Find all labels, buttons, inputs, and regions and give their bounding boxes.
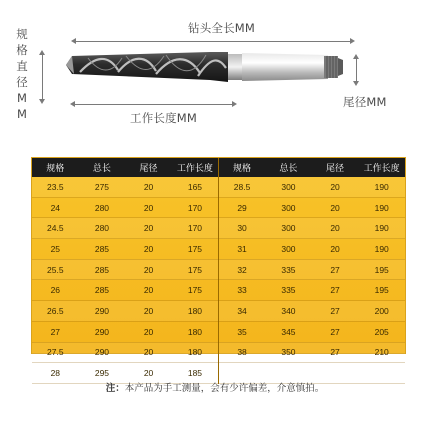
table-cell: 34: [219, 301, 266, 322]
table-cell: 180: [172, 301, 219, 322]
table-cell: 20: [125, 259, 172, 280]
table-cell: 27: [32, 321, 79, 342]
spec-diameter-arrow: [42, 52, 43, 102]
table-cell: 20: [125, 301, 172, 322]
table-cell: 20: [312, 239, 359, 260]
table-cell: 285: [79, 280, 126, 301]
table-cell: 25.5: [32, 259, 79, 280]
table-cell: 20: [125, 239, 172, 260]
table-row: [32, 239, 405, 260]
header-total-length: 总长: [265, 158, 312, 177]
table-cell: 295: [79, 363, 126, 384]
note-prefix: 注：: [105, 383, 125, 394]
header-working-length: 工作长度: [358, 158, 405, 177]
table-cell: 205: [358, 321, 405, 342]
table-row: [32, 342, 405, 363]
table-cell: 170: [172, 218, 219, 239]
table-cell: 275: [79, 177, 126, 197]
table-cell: 30: [219, 218, 266, 239]
table-cell: 190: [358, 197, 405, 218]
table-cell: 290: [79, 321, 126, 342]
header-shank-diameter: 尾径: [312, 158, 359, 177]
table-cell: 285: [79, 239, 126, 260]
table-cell: 190: [358, 218, 405, 239]
table-row: [32, 321, 405, 342]
table-cell: 165: [172, 177, 219, 197]
table-cell: 210: [358, 342, 405, 363]
table-cell: 32: [219, 259, 266, 280]
table-cell: 335: [265, 259, 312, 280]
working-length-label: 工作长度MM: [130, 111, 198, 125]
table-cell: 180: [172, 342, 219, 363]
table-cell: 20: [125, 321, 172, 342]
table-cell: 20: [125, 177, 172, 197]
table-cell: 20: [125, 197, 172, 218]
table-cell: 285: [79, 259, 126, 280]
table-cell: 195: [358, 259, 405, 280]
table-cell: 290: [79, 342, 126, 363]
table-row: [32, 301, 405, 322]
table-row: [32, 197, 405, 218]
drill-bit-image: [60, 36, 360, 106]
table-cell: 28: [32, 363, 79, 384]
table-cell: 33: [219, 280, 266, 301]
header-total-length: 总长: [79, 158, 126, 177]
header-shank-diameter: 尾径: [125, 158, 172, 177]
table-cell: 27: [312, 342, 359, 363]
spec-diameter-label: 规格直径MM: [16, 27, 28, 121]
table-cell: 170: [172, 197, 219, 218]
table-cell: 190: [358, 177, 405, 197]
table-cell: 24: [32, 197, 79, 218]
table-cell: 27: [312, 321, 359, 342]
table-cell: 20: [125, 363, 172, 384]
table-cell: 28.5: [219, 177, 266, 197]
table-row: [32, 259, 405, 280]
table-row: [32, 280, 405, 301]
table-cell: 25: [32, 239, 79, 260]
table-cell: 290: [79, 301, 126, 322]
table-cell: 300: [265, 218, 312, 239]
table-cell: 24.5: [32, 218, 79, 239]
table-cell: 23.5: [32, 177, 79, 197]
table-cell: 20: [312, 197, 359, 218]
table-cell: 26: [32, 280, 79, 301]
table-cell: 280: [79, 218, 126, 239]
table-cell: 38: [219, 342, 266, 363]
table-body: [32, 177, 405, 383]
table-cell: 27: [312, 301, 359, 322]
shank-diameter-arrow: [356, 56, 357, 84]
header-spec: 规格: [219, 158, 266, 177]
table-cell: 175: [172, 239, 219, 260]
table-cell: 27.5: [32, 342, 79, 363]
table-cell: 35: [219, 321, 266, 342]
table-cell: 195: [358, 280, 405, 301]
table-cell: 335: [265, 280, 312, 301]
table-cell: 300: [265, 177, 312, 197]
table-cell: 300: [265, 197, 312, 218]
working-length-arrow: [72, 104, 235, 105]
note-text: 本产品为手工测量，会有少许偏差，介意慎拍。: [124, 383, 325, 394]
table-cell: 340: [265, 301, 312, 322]
table-cell: 27: [312, 280, 359, 301]
table-cell: 280: [79, 197, 126, 218]
table-cell: 31: [219, 239, 266, 260]
table-cell: 29: [219, 197, 266, 218]
table-row: [32, 218, 405, 239]
spec-table: [31, 157, 406, 379]
table-cell: 26.5: [32, 301, 79, 322]
table-cell: 27: [312, 259, 359, 280]
header-working-length: 工作长度: [172, 158, 219, 177]
shank-diameter-label: 尾径MM: [343, 95, 387, 109]
table-cell: 190: [358, 239, 405, 260]
table-cell: 300: [265, 239, 312, 260]
header-spec: 规格: [32, 158, 79, 177]
table-cell: 20: [125, 280, 172, 301]
table-cell: 350: [265, 342, 312, 363]
disclaimer-note: [0, 380, 430, 394]
table-cell: 20: [312, 218, 359, 239]
table-cell: 20: [312, 177, 359, 197]
total-length-label: 钻头全长MM: [188, 21, 256, 35]
table-cell: 200: [358, 301, 405, 322]
table-row: [32, 177, 405, 197]
table-header-row: [32, 158, 405, 177]
table-cell: 345: [265, 321, 312, 342]
table-cell: 180: [172, 321, 219, 342]
table-cell: 185: [172, 363, 219, 384]
table-cell: 20: [125, 218, 172, 239]
table-cell: 175: [172, 280, 219, 301]
table-cell: 20: [125, 342, 172, 363]
table-cell: 175: [172, 259, 219, 280]
